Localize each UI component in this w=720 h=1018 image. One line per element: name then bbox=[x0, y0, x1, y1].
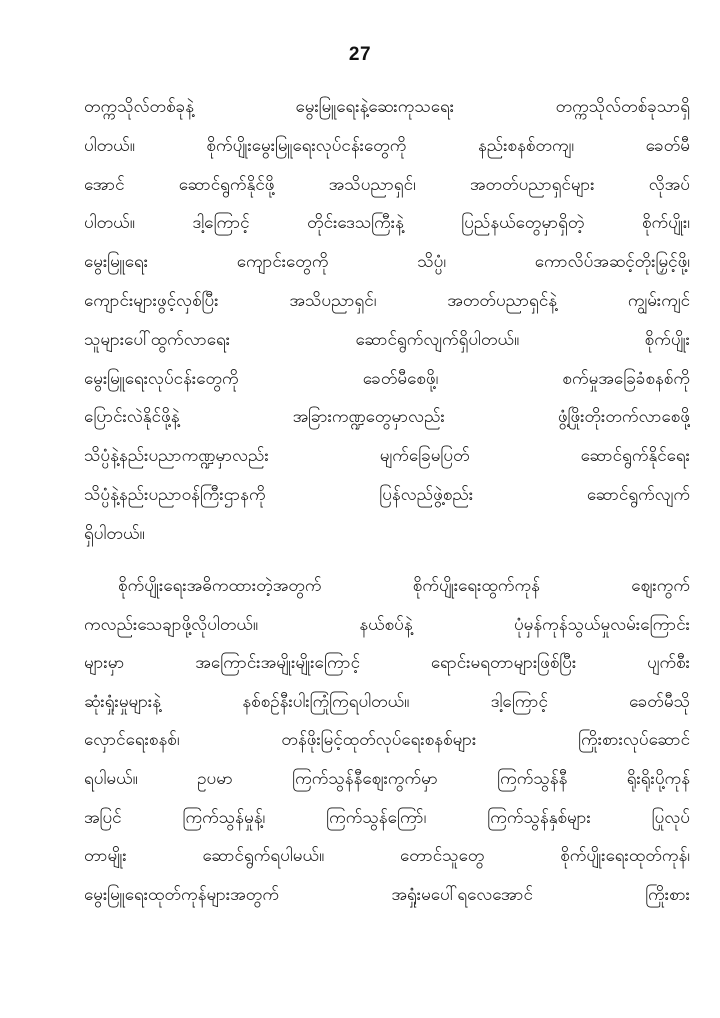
text-line: ဆုံးရှုံးမှုများနဲ့ နစ်စဥ်နီးပါးကြုံကြရပါတယ်။ ဒါ့ကြောင့် ခေတ်မီသို bbox=[84, 691, 690, 712]
text-line: ပါတယ်။ စိုက်ပျိုးမွေးမြူရေးလုပ်ငန်းတွေကို နည်းစနစ်တကျ၊ ခေတ်မီ bbox=[84, 135, 690, 156]
text-line: အောင် ဆောင်ရွက်နိုင်ဖို့ အသိပညာရှင်၊ အတတ်ပညာရှင်များ လိုအပ် bbox=[84, 174, 690, 195]
text-line: ပါတယ်။ ဒါ့ကြောင့် တိုင်းဒေသကြီးနဲ့ ပြည်နယ်တွေမှာရှိတဲ့ စိုက်ပျိုး၊ bbox=[84, 213, 690, 234]
text-line: မွေးမြူရေးလုပ်ငန်းတွေကို ခေတ်မီစေဖို့၊ စက်မှုအခြေခံစနစ်ကို bbox=[84, 368, 690, 389]
text-line: သိပ္ပံနဲ့နည်းပညာကဏ္ဍမှာလည်း မျက်ခြေမပြတ် ဆောင်ရွက်နိုင်ရေး bbox=[84, 446, 690, 467]
text-line: မွေးမြူရေး ကျောင်းတွေကို သိပ္ပံ၊ ကောလိပ်အဆင့်တိုးမြှင့်ဖို့၊ bbox=[84, 252, 690, 273]
text-line: များမှာ အကြောင်းအမျိုးမျိုးကြောင့် ရောင်းမရတာများဖြစ်ပြီး ပျက်စီး bbox=[84, 653, 690, 674]
page-number: 27 bbox=[348, 44, 372, 65]
paragraph-1 bbox=[84, 88, 690, 554]
text-line: ရပါမယ်။ ဥပမာ ကြက်သွန်နီဈေးကွက်မှာ ကြက်သွန်နီ ရိုးရိုးပို့ကုန် bbox=[84, 768, 690, 789]
text-line: တက္ကသိုလ်တစ်ခုနဲ့ မွေးမြူရေးနဲ့ဆေးကုသရေး တက္ကသိုလ်တစ်ခုသာရှိ bbox=[84, 97, 690, 117]
paragraph-2 bbox=[84, 567, 690, 914]
text-line: စိုက်ပျိုးရေးအဓိကထားတဲ့အတွက် စိုက်ပျိုးရေးထွက်ကုန် ဈေးကွက် bbox=[118, 576, 690, 596]
text-line: မွေးမြူရေးထုတ်ကုန်များအတွက် အရှုံးမပေါ်ရလေအောင် ကြိုးစား bbox=[84, 884, 690, 905]
text-line: ရှိပါတယ်။ bbox=[84, 523, 145, 544]
text-line: အပြင် ကြက်သွန်မှုန့်၊ ကြက်သွန်ကြော်၊ ကြက်သွန်နှစ်များ ပြုလုပ် bbox=[84, 807, 690, 828]
text-line: လှောင်ရေးစနစ်၊ တန်ဖိုးမြင့်ထုတ်လုပ်ရေးစနစ်များ ကြိုးစားလုပ်ဆောင် bbox=[84, 730, 690, 751]
text-line: ပြောင်းလဲနိုင်ဖို့နဲ့ အခြားကဏ္ဍတွေမှာလည်း ဖွံ့ဖြိုးတိုးတက်လာစေဖို့ bbox=[84, 407, 690, 428]
text-line: သူများပေါ်ထွက်လာရေး ဆောင်ရွက်လျက်ရှိပါတယ်။ စိုက်ပျိုး bbox=[84, 329, 690, 350]
text-line: ကျောင်းများဖွင့်လှစ်ပြီး အသိပညာရှင်၊ အတတ်ပညာရှင်နဲ့ ကျွမ်းကျင် bbox=[84, 290, 690, 311]
text-line: တာမျိုး ဆောင်ရွက်ရပါမယ်။ တောင်သူတွေ စိုက်ပျိုးရေးထုတ်ကုန်၊ bbox=[84, 846, 690, 867]
text-line: သိပ္ပံနဲ့နည်းပညာဝန်ကြီးဌာနကို ပြန်လည်ဖွဲ့စည်း ဆောင်ရွက်လျက် bbox=[84, 484, 690, 505]
text-line: ကလည်းသေချာဖို့လိုပါတယ်။ နယ်စပ်နဲ့ ပုံမှန်ကုန်သွယ်မှုလမ်းကြောင်း bbox=[84, 614, 690, 635]
